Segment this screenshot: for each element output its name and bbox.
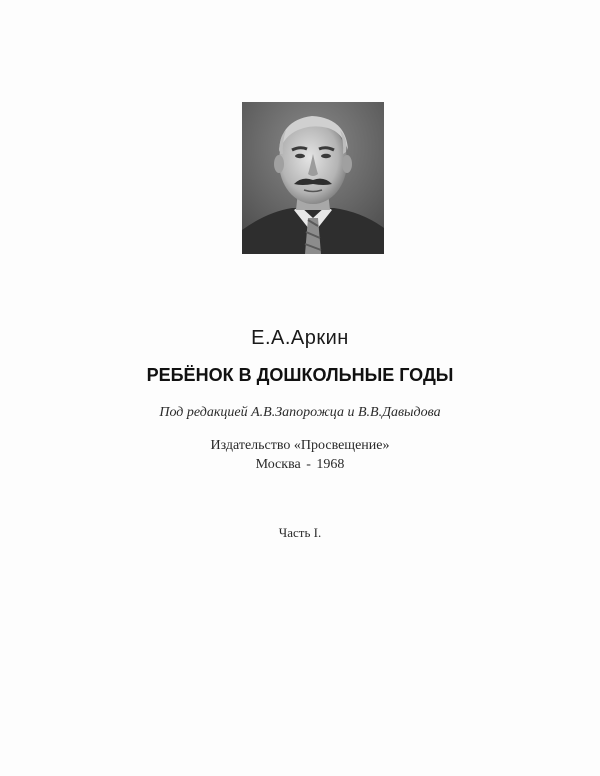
author-portrait bbox=[242, 102, 384, 254]
editors-line: Под редакцией А.В.Запорожца и В.В.Давыдова bbox=[159, 405, 441, 420]
city-year-line: Москва - 1968 bbox=[255, 457, 345, 472]
author-name: Е.А.Аркин bbox=[251, 327, 349, 349]
publisher-line: Издательство «Просвещение» bbox=[210, 438, 390, 453]
book-title: РЕБЁНОК В ДОШКОЛЬНЫЕ ГОДЫ bbox=[146, 365, 454, 385]
part-label: Часть I. bbox=[278, 525, 322, 540]
